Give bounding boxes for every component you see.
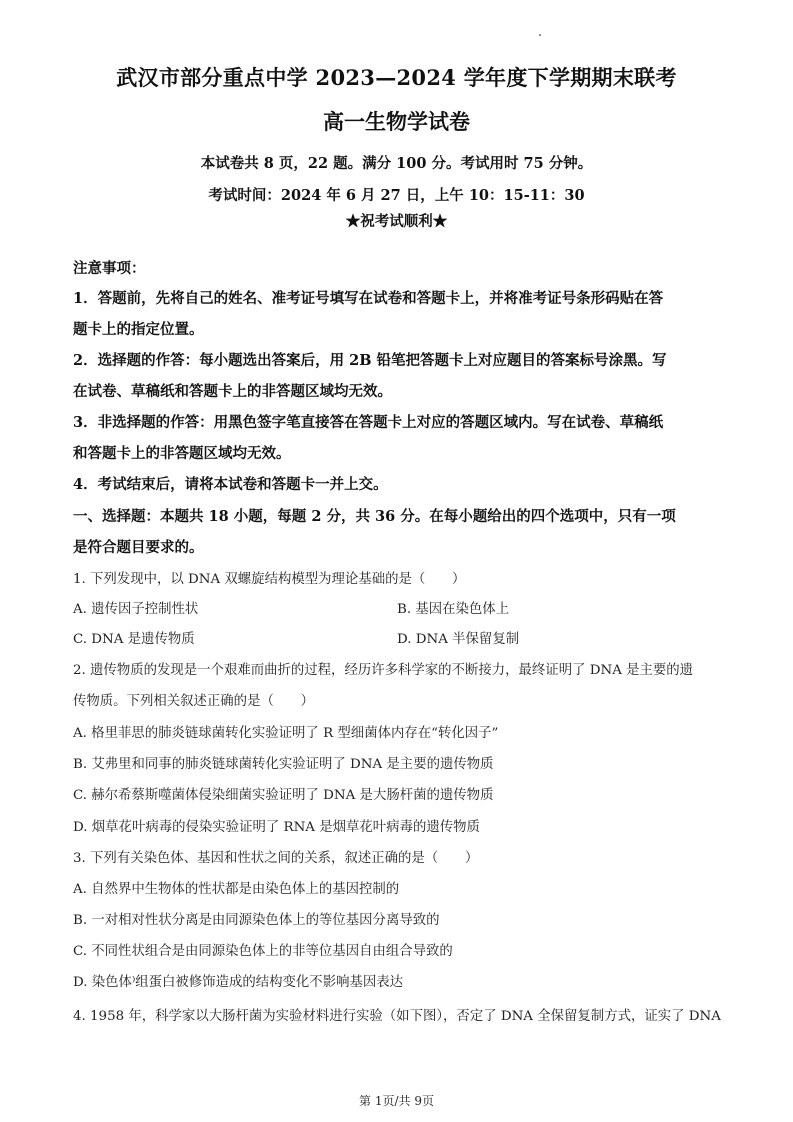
- q2-option-c: C. 赫尔希蔡斯噬菌体侵染细菌实验证明了 DNA 是大肠杆菌的遗传物质: [73, 788, 494, 803]
- page-footer: 第 1页/共 9页: [359, 1094, 434, 1108]
- notice-line: 4．考试结束后，请将本试卷和答题卡一并上交。: [73, 476, 388, 493]
- q1-option-d: D. DNA 半保留复制: [397, 632, 520, 647]
- exam-title: 武汉市部分重点中学 2023—2024 学年度下学期期末联考: [116, 65, 677, 90]
- notice-line: 在试卷、草稿纸和答题卡上的非答题区域均无效。: [73, 383, 392, 400]
- exam-wish: ★祝考试顺利★: [345, 213, 448, 230]
- section-heading-cont: 是符合题目要求的。: [73, 539, 204, 556]
- section-heading: 一、选择题：本题共 18 小题，每题 2 分，共 36 分。在每小题给出的四个选项中，只有一项: [73, 508, 676, 525]
- q3-option-a: A. 自然界中生物体的性状都是由染色体上的基因控制的: [73, 882, 400, 897]
- q1-option-a: A. 遗传因子控制性状: [73, 602, 199, 617]
- scan-dot: [539, 34, 541, 36]
- q3-option-c: C. 不同性状组合是由同源染色体上的非等位基因自由组合导致的: [73, 944, 453, 959]
- q2-option-d: D. 烟草花叶病毒的侵染实验证明了 RNA 是烟草花叶病毒的遗传物质: [73, 820, 480, 835]
- notice-heading: 注意事项：: [73, 260, 146, 277]
- q2-stem: 2. 遗传物质的发现是一个艰难而曲折的过程，经历许多科学家的不断接力，最终证明了 DNA 是主要的遗: [73, 663, 694, 678]
- q2-option-a: A. 格里菲思的肺炎链球菌转化实验证明了 R 型细菌体内存在“转化因子”: [73, 726, 499, 741]
- exam-info-line2: 考试时间：2024 年 6 月 27 日，上午 10：15-11：30: [208, 187, 585, 204]
- notice-line: 题卡上的指定位置。: [73, 321, 204, 338]
- notice-line: 2．选择题的作答：每小题选出答案后，用 2B 铅笔把答题卡上对应题目的答案标号涂黑。写: [73, 352, 667, 369]
- q3-stem: 3. 下列有关染色体、基因和性状之间的关系，叙述正确的是（ ）: [73, 851, 479, 866]
- q3-option-d: D. 染色体⁾组蛋白被修饰造成的结构变化不影响基因表达: [73, 975, 404, 990]
- q2-option-b: B. 艾弗里和同事的肺炎链球菌转化实验证明了 DNA 是主要的遗传物质: [73, 757, 494, 772]
- q2-stem-cont: 传物质。下列相关叙述正确的是（ ）: [73, 694, 315, 709]
- exam-subtitle: 高一生物学试卷: [323, 109, 470, 134]
- q4-stem: 4. 1958 年，科学家以大肠杆菌为实验材料进行实验（如下图），否定了 DNA 全保留复制方式，证实了 DNA: [73, 1009, 721, 1024]
- q3-option-b: B. 一对相对性状分离是由同源染色体上的等位基因分离导致的: [73, 913, 440, 928]
- notice-line: 3．非选择题的作答：用黑色签字笔直接答在答题卡上对应的答题区域内。写在试卷、草稿纸: [73, 414, 664, 431]
- exam-info-line1: 本试卷共 8 页，22 题。满分 100 分。考试用时 75 分钟。: [200, 155, 593, 172]
- q1-option-b: B. 基因在染色体上: [397, 602, 510, 617]
- notice-line: 和答题卡上的非答题区域均无效。: [73, 445, 291, 462]
- q1-stem: 1. 下列发现中，以 DNA 双螺旋结构模型为理论基础的是（ ）: [73, 572, 466, 587]
- notice-line: 1．答题前，先将自己的姓名、准考证号填写在试卷和答题卡上，并将准考证号条形码贴在答: [73, 290, 664, 307]
- q1-option-c: C. DNA 是遗传物质: [73, 632, 195, 647]
